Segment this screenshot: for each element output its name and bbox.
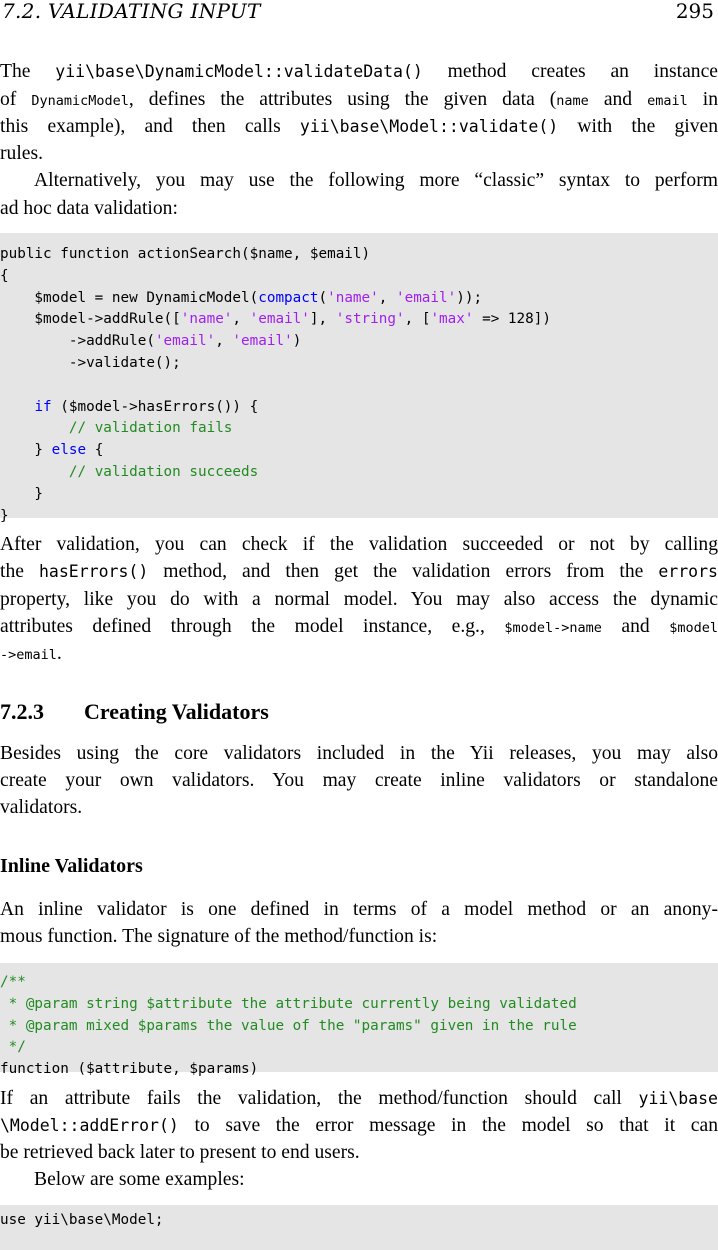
code-text: use yii\base\Model;: [0, 1212, 164, 1228]
body-line: If an attribute fails the validation, the method/function should call yii\base: [0, 1088, 718, 1109]
code-string: 'email': [154, 333, 216, 350]
body-line: ad hoc data validation:: [0, 198, 178, 219]
code-line: [0, 243, 370, 265]
code-text: , [: [404, 311, 431, 328]
body-line: An inline validator is one defined in terms of a model method or an anony-: [0, 899, 718, 920]
body-line: property, like you do with a normal model. You may also access the dynamic: [0, 589, 718, 610]
body-line: the hasErrors() method, and then get the validation errors from the errors: [0, 561, 718, 582]
code-line: [0, 330, 301, 352]
running-title: 7.2. VALIDATING INPUT: [2, 0, 261, 23]
body-line: of DynamicModel, defines the attributes using the given data (name and email in: [0, 89, 718, 110]
body-line: Alternatively, you may use the following more “classic” syntax to perform: [34, 170, 718, 191]
code-line: [0, 287, 482, 309]
code-text: ->validate();: [0, 355, 181, 371]
body-line: attributes defined through the model instance, e.g., $model->name and $model: [0, 616, 718, 637]
code-string: 'email': [232, 333, 293, 350]
body-line: rules.: [0, 143, 43, 164]
code-line: [0, 505, 9, 527]
code-block: [0, 1205, 718, 1250]
code-block: [0, 233, 718, 524]
code-string: 'email': [395, 289, 457, 306]
code-text: ,: [232, 311, 250, 328]
subsection-title: Inline Validators: [0, 855, 143, 877]
body-line: After validation, you can check if the validation succeeded or not by calling: [0, 534, 718, 555]
code-string: 'name': [327, 289, 379, 306]
code-text: ,: [378, 289, 396, 306]
code-text: ): [292, 333, 302, 350]
code-comment: /**: [0, 974, 26, 990]
code-line: [0, 483, 43, 505]
code-keyword: compact: [258, 289, 319, 306]
code-text: => 128]): [473, 311, 551, 328]
code-line: [0, 993, 577, 1015]
code-text: }: [0, 442, 52, 459]
code-text: ],: [309, 311, 336, 328]
section-number: 7.2.3: [0, 699, 44, 724]
code-text: $model = new DynamicModel(: [0, 289, 259, 306]
body-line: Besides using the core validators included in the Yii releases, you may also: [0, 743, 718, 764]
page-number: 295: [675, 0, 714, 23]
code-keyword: if: [34, 398, 52, 415]
code-text: {: [86, 442, 104, 459]
code-text: ));: [456, 289, 483, 306]
code-line: [0, 308, 551, 330]
code-text: [0, 399, 34, 415]
code-text: function ($attribute, $params): [0, 1061, 259, 1078]
code-line: [0, 1209, 164, 1231]
code-text: public function actionSearch($name, $email): [0, 246, 371, 262]
code-keyword: else: [51, 442, 87, 459]
code-line: [0, 396, 258, 418]
body-line: mous function. The signature of the method/function is:: [0, 926, 438, 947]
section-title: Creating Validators: [84, 699, 269, 724]
code-line: [0, 417, 232, 439]
code-comment: * @param string $attribute the attribute currently being validated: [0, 995, 577, 1012]
code-line: [0, 971, 26, 993]
code-string: 'email': [249, 311, 310, 328]
code-text: [0, 464, 69, 480]
code-line: [0, 1058, 258, 1080]
code-comment: // validation fails: [68, 420, 233, 437]
body-line: this example), and then calls yii\base\Model::validate() with the given: [0, 116, 718, 137]
body-line: be retrieved back later to present to end users.: [0, 1142, 360, 1163]
code-text: ,: [215, 333, 233, 350]
body-line: validators.: [0, 797, 83, 818]
code-text: ->addRule(: [0, 333, 155, 350]
body-line: create your own validators. You may create inline validators or standalone: [0, 770, 718, 791]
code-text: }: [0, 485, 44, 502]
code-text: $model->addRule([: [0, 311, 181, 328]
code-block: [0, 963, 718, 1078]
code-comment: // validation succeeds: [68, 464, 259, 480]
code-line: [0, 265, 9, 287]
body-line: ->email.: [0, 643, 62, 664]
code-text: (: [318, 289, 328, 306]
body-line: \Model::addError() to save the error message in the model so that it can: [0, 1115, 718, 1136]
code-line: [0, 352, 181, 374]
code-string: 'name': [180, 311, 233, 328]
code-string: 'max': [430, 311, 474, 328]
code-text: {: [0, 267, 9, 284]
code-line: [0, 439, 103, 461]
code-line: [0, 461, 258, 483]
code-comment: */: [0, 1039, 26, 1056]
code-line: [0, 1015, 577, 1037]
code-string: 'string': [335, 311, 405, 328]
body-line: The yii\base\DynamicModel::validateData() method creates an instance: [0, 61, 718, 82]
code-text: ($model->hasErrors()) {: [51, 398, 259, 415]
code-comment: * @param mixed $params the value of the "params" given in the rule: [0, 1017, 577, 1034]
body-line: Below are some examples:: [34, 1169, 245, 1190]
code-text: [0, 420, 69, 436]
code-line: [0, 1036, 26, 1058]
code-text: }: [0, 507, 9, 524]
